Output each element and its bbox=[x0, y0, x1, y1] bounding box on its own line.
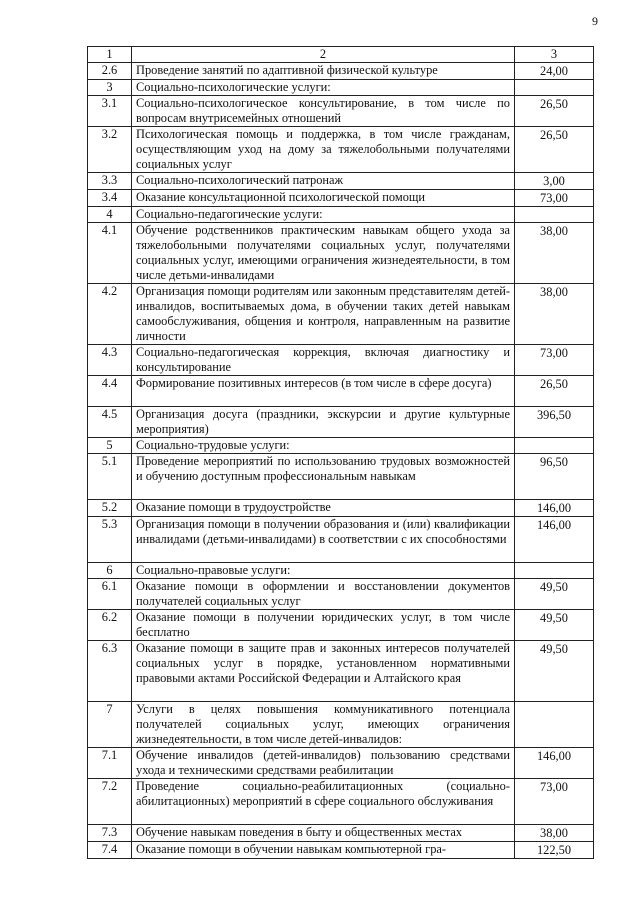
service-description: Оказание консультационной психологической помощи bbox=[132, 190, 515, 207]
service-description: Социально-правовые услуги: bbox=[132, 563, 515, 579]
service-price: 49,50 bbox=[515, 641, 594, 702]
service-description: Социально-психологический патронаж bbox=[132, 173, 515, 190]
table-row bbox=[88, 563, 594, 579]
service-description: Проведение мероприятий по использованию трудовых возможностей и обучению доступным профессиональным навыкам bbox=[132, 454, 515, 500]
column-header-number: 1 bbox=[88, 47, 132, 63]
row-number: 4.3 bbox=[88, 345, 132, 376]
service-description: Проведение социально-реабилитационных (социально-абилитационных) мероприятий в сфере социального обслуживания bbox=[132, 779, 515, 825]
row-number: 4 bbox=[88, 207, 132, 223]
service-price: 3,00 bbox=[515, 173, 594, 190]
table-header-row bbox=[88, 47, 594, 63]
service-price: 396,50 bbox=[515, 407, 594, 438]
table-row bbox=[88, 207, 594, 223]
row-number: 3.1 bbox=[88, 96, 132, 127]
service-description: Социально-педагогическая коррекция, включая диагностику и консультирование bbox=[132, 345, 515, 376]
service-price: 49,50 bbox=[515, 579, 594, 610]
service-description: Социально-педагогические услуги: bbox=[132, 207, 515, 223]
table-row bbox=[88, 96, 594, 127]
table-row bbox=[88, 284, 594, 345]
column-header-price: 3 bbox=[515, 47, 594, 63]
row-number: 6.2 bbox=[88, 610, 132, 641]
service-price: 49,50 bbox=[515, 610, 594, 641]
service-price: 38,00 bbox=[515, 223, 594, 284]
service-price: 24,00 bbox=[515, 63, 594, 80]
table-row bbox=[88, 517, 594, 563]
service-description: Оказание помощи в трудоустройстве bbox=[132, 500, 515, 517]
table-row bbox=[88, 173, 594, 190]
service-price bbox=[515, 438, 594, 454]
table-row bbox=[88, 842, 594, 859]
service-description: Психологическая помощь и поддержка, в том числе гражданам, осуществляющим уход на дому за тяжелобольными получателями социальных услуг bbox=[132, 127, 515, 173]
service-price bbox=[515, 80, 594, 96]
row-number: 7.3 bbox=[88, 825, 132, 842]
service-price: 122,50 bbox=[515, 842, 594, 859]
service-description: Оказание помощи в оформлении и восстановлении документов получателей социальных услуг bbox=[132, 579, 515, 610]
service-description: Организация досуга (праздники, экскурсии и другие культурные мероприятия) bbox=[132, 407, 515, 438]
service-description: Обучение навыкам поведения в быту и общественных местах bbox=[132, 825, 515, 842]
row-number: 4.4 bbox=[88, 376, 132, 407]
service-price: 26,50 bbox=[515, 127, 594, 173]
service-description: Оказание помощи в защите прав и законных интересов получателей социальных услуг в порядке, установленном нормативными правовыми актами Российской Федерации и Алтайского края bbox=[132, 641, 515, 702]
row-number: 7.1 bbox=[88, 748, 132, 779]
row-number: 4.1 bbox=[88, 223, 132, 284]
service-price: 26,50 bbox=[515, 376, 594, 407]
service-description: Социально-трудовые услуги: bbox=[132, 438, 515, 454]
service-price bbox=[515, 702, 594, 748]
table-row bbox=[88, 407, 594, 438]
table-row bbox=[88, 779, 594, 825]
service-price: 96,50 bbox=[515, 454, 594, 500]
table-row bbox=[88, 376, 594, 407]
row-number: 4.2 bbox=[88, 284, 132, 345]
row-number: 7.2 bbox=[88, 779, 132, 825]
service-description: Социально-психологическое консультирование, в том числе по вопросам внутрисемейных отношений bbox=[132, 96, 515, 127]
service-price bbox=[515, 207, 594, 223]
column-header-service: 2 bbox=[132, 47, 515, 63]
service-price: 146,00 bbox=[515, 748, 594, 779]
table-row bbox=[88, 748, 594, 779]
row-number: 6.1 bbox=[88, 579, 132, 610]
table-row bbox=[88, 454, 594, 500]
row-number: 5.2 bbox=[88, 500, 132, 517]
service-description: Обучение родственников практическим навыкам общего ухода за тяжелобольными получателями социальных услуг, получателями социальных услуг, имеющими ограничения жизнедеятельности, в том числе детьми-инвалидами bbox=[132, 223, 515, 284]
row-number: 4.5 bbox=[88, 407, 132, 438]
service-price bbox=[515, 563, 594, 579]
table-row bbox=[88, 438, 594, 454]
service-description: Оказание помощи в обучении навыкам компьютерной гра- bbox=[132, 842, 515, 859]
row-number: 7 bbox=[88, 702, 132, 748]
row-number: 3.2 bbox=[88, 127, 132, 173]
service-description: Оказание помощи в получении юридических услуг, в том числе бесплатно bbox=[132, 610, 515, 641]
row-number: 3 bbox=[88, 80, 132, 96]
service-description: Формирование позитивных интересов (в том числе в сфере досуга) bbox=[132, 376, 515, 407]
table-row bbox=[88, 345, 594, 376]
table-row bbox=[88, 80, 594, 96]
row-number: 6.3 bbox=[88, 641, 132, 702]
services-price-table bbox=[87, 46, 593, 859]
table-row bbox=[88, 223, 594, 284]
row-number: 7.4 bbox=[88, 842, 132, 859]
row-number: 5.3 bbox=[88, 517, 132, 563]
service-description: Организация помощи в получении образования и (или) квалификации инвалидами (детьми-инвалидами) в соответствии с их способностями bbox=[132, 517, 515, 563]
row-number: 5 bbox=[88, 438, 132, 454]
table-row bbox=[88, 610, 594, 641]
table-row bbox=[88, 500, 594, 517]
row-number: 6 bbox=[88, 563, 132, 579]
table-row bbox=[88, 641, 594, 702]
row-number: 2.6 bbox=[88, 63, 132, 80]
table-row bbox=[88, 579, 594, 610]
service-description: Социально-психологические услуги: bbox=[132, 80, 515, 96]
service-description: Проведение занятий по адаптивной физической культуре bbox=[132, 63, 515, 80]
service-price: 146,00 bbox=[515, 500, 594, 517]
service-description: Организация помощи родителям или законным представителям детей-инвалидов, воспитываемых дома, в обучении таких детей навыкам самообслуживания, общения и контроля, направленным на развитие личности bbox=[132, 284, 515, 345]
table-row bbox=[88, 63, 594, 80]
page-number: 9 bbox=[592, 14, 598, 28]
row-number: 5.1 bbox=[88, 454, 132, 500]
service-price: 26,50 bbox=[515, 96, 594, 127]
service-price: 146,00 bbox=[515, 517, 594, 563]
row-number: 3.3 bbox=[88, 173, 132, 190]
table-row bbox=[88, 190, 594, 207]
table-row bbox=[88, 127, 594, 173]
service-description: Услуги в целях повышения коммуникативного потенциала получателей социальных услуг, имеющих ограничения жизнедеятельности, в том числе детей-инвалидов: bbox=[132, 702, 515, 748]
table-row bbox=[88, 825, 594, 842]
table-row bbox=[88, 702, 594, 748]
service-price: 38,00 bbox=[515, 284, 594, 345]
row-number: 3.4 bbox=[88, 190, 132, 207]
service-description: Обучение инвалидов (детей-инвалидов) пользованию средствами ухода и техническими средствами реабилитации bbox=[132, 748, 515, 779]
service-price: 73,00 bbox=[515, 190, 594, 207]
service-price: 73,00 bbox=[515, 779, 594, 825]
service-price: 73,00 bbox=[515, 345, 594, 376]
service-price: 38,00 bbox=[515, 825, 594, 842]
